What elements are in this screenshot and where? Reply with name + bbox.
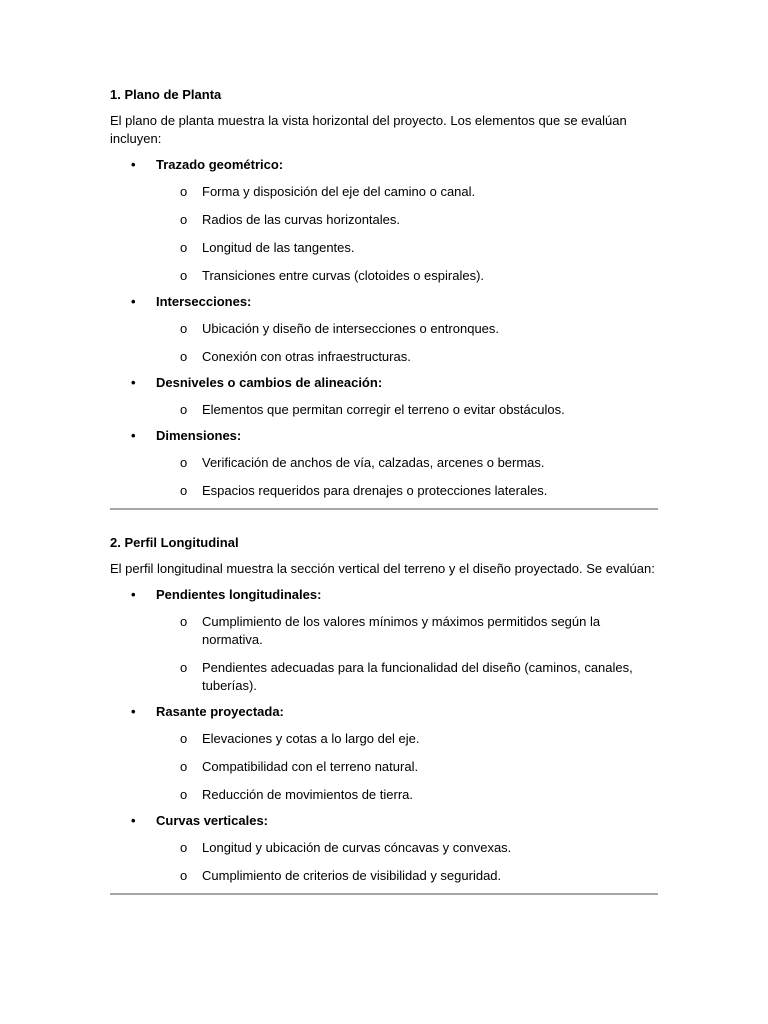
subcriteria-text: Pendientes adecuadas para la funcionalidad del diseño (caminos, canales, tuberías). — [202, 660, 633, 693]
circle-bullet-icon: o — [180, 614, 188, 629]
bullet-icon: • — [131, 587, 136, 602]
criteria-item — [110, 703, 658, 804]
subcriteria-text: Longitud de las tangentes. — [202, 240, 355, 255]
circle-bullet-icon: o — [180, 868, 188, 883]
document-section — [110, 86, 658, 510]
circle-bullet-icon: o — [180, 731, 188, 746]
section-heading: 2. Perfil Longitudinal — [110, 535, 239, 550]
subcriteria-item — [156, 454, 658, 472]
criteria-list — [110, 586, 658, 885]
circle-bullet-icon: o — [180, 212, 188, 227]
section-divider — [110, 893, 658, 895]
document-body — [110, 86, 658, 919]
subcriteria-item — [156, 482, 658, 500]
subcriteria-text: Elementos que permitan corregir el terreno o evitar obstáculos. — [202, 402, 565, 417]
circle-bullet-icon: o — [180, 402, 188, 417]
subcriteria-text: Cumplimiento de criterios de visibilidad y seguridad. — [202, 868, 502, 883]
subcriteria-list — [156, 320, 658, 366]
subcriteria-list — [156, 613, 658, 695]
subcriteria-item — [156, 758, 658, 776]
subcriteria-item — [156, 867, 658, 885]
subcriteria-text: Verificación de anchos de vía, calzadas, arcenes o bermas. — [202, 455, 545, 470]
subcriteria-list — [156, 183, 658, 285]
subcriteria-text: Conexión con otras infraestructuras. — [202, 349, 411, 364]
circle-bullet-icon: o — [180, 455, 188, 470]
subcriteria-item — [156, 183, 658, 201]
subcriteria-list — [156, 454, 658, 500]
criteria-item — [110, 293, 658, 366]
subcriteria-text: Ubicación y diseño de intersecciones o entronques. — [202, 321, 500, 336]
subcriteria-text: Transiciones entre curvas (clotoides o espirales). — [202, 268, 485, 283]
section-intro: El perfil longitudinal muestra la sección vertical del terreno y el diseño proyectado. Se evalúan: — [110, 561, 655, 576]
criteria-label: Desniveles o cambios de alineación: — [156, 375, 383, 390]
circle-bullet-icon: o — [180, 268, 188, 283]
criteria-item — [110, 374, 658, 419]
section-divider — [110, 508, 658, 510]
subcriteria-text: Espacios requeridos para drenajes o protecciones laterales. — [202, 483, 548, 498]
subcriteria-text: Compatibilidad con el terreno natural. — [202, 759, 419, 774]
circle-bullet-icon: o — [180, 349, 188, 364]
bullet-icon: • — [131, 428, 136, 443]
subcriteria-list — [156, 839, 658, 885]
bullet-icon: • — [131, 704, 136, 719]
circle-bullet-icon: o — [180, 321, 188, 336]
subcriteria-item — [156, 730, 658, 748]
subcriteria-item — [156, 320, 658, 338]
criteria-label: Pendientes longitudinales: — [156, 587, 322, 602]
subcriteria-text: Radios de las curvas horizontales. — [202, 212, 400, 227]
subcriteria-text: Forma y disposición del eje del camino o canal. — [202, 184, 476, 199]
criteria-label: Dimensiones: — [156, 428, 242, 443]
subcriteria-item — [156, 211, 658, 229]
circle-bullet-icon: o — [180, 660, 188, 675]
subcriteria-item — [156, 348, 658, 366]
subcriteria-list — [156, 730, 658, 804]
bullet-icon: • — [131, 813, 136, 828]
circle-bullet-icon: o — [180, 483, 188, 498]
subcriteria-text: Elevaciones y cotas a lo largo del eje. — [202, 731, 420, 746]
criteria-label: Curvas verticales: — [156, 813, 269, 828]
bullet-icon: • — [131, 294, 136, 309]
criteria-label: Trazado geométrico: — [156, 157, 284, 172]
circle-bullet-icon: o — [180, 787, 188, 802]
subcriteria-item — [156, 267, 658, 285]
document-section — [110, 534, 658, 895]
section-intro: El plano de planta muestra la vista horizontal del proyecto. Los elementos que se evalúan incluyen: — [110, 113, 627, 146]
criteria-list — [110, 156, 658, 500]
subcriteria-item — [156, 659, 658, 695]
circle-bullet-icon: o — [180, 240, 188, 255]
circle-bullet-icon: o — [180, 759, 188, 774]
subcriteria-item — [156, 839, 658, 857]
subcriteria-item — [156, 786, 658, 804]
subcriteria-item — [156, 401, 658, 419]
criteria-item — [110, 427, 658, 500]
subcriteria-list — [156, 401, 658, 419]
subcriteria-text: Longitud y ubicación de curvas cóncavas y convexas. — [202, 840, 512, 855]
criteria-item — [110, 586, 658, 695]
circle-bullet-icon: o — [180, 184, 188, 199]
subcriteria-text: Reducción de movimientos de tierra. — [202, 787, 413, 802]
subcriteria-item — [156, 613, 658, 649]
criteria-item — [110, 156, 658, 285]
circle-bullet-icon: o — [180, 840, 188, 855]
criteria-label: Intersecciones: — [156, 294, 252, 309]
bullet-icon: • — [131, 375, 136, 390]
subcriteria-text: Cumplimiento de los valores mínimos y máximos permitidos según la normativa. — [202, 614, 601, 647]
section-heading: 1. Plano de Planta — [110, 87, 222, 102]
subcriteria-item — [156, 239, 658, 257]
bullet-icon: • — [131, 157, 136, 172]
criteria-item — [110, 812, 658, 885]
criteria-label: Rasante proyectada: — [156, 704, 284, 719]
